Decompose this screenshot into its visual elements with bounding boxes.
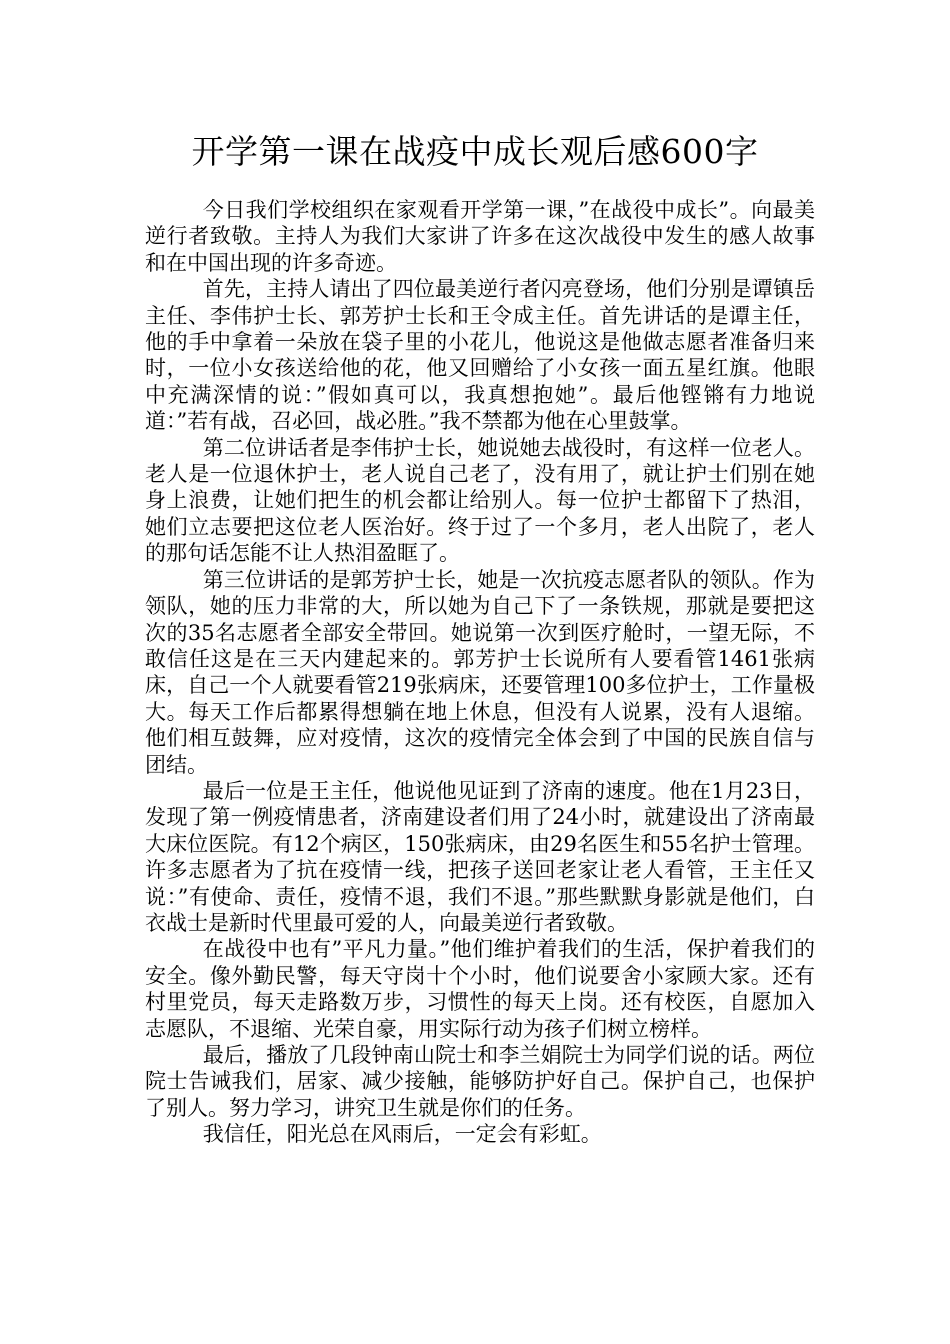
paragraph-4: 第三位讲话的是郭芳护士长，她是一次抗疫志愿者队的领队。作为领队，她的压力非常的大，所以她为自己下了一条铁规，那就是要把这次的35名志愿者全部安全带回。她说第一次到医疗舱时，一望无际，不敢信任这是在三天内建起来的。郭芳护士长说所有人要看管1461张病床，自己一个人就要看管219张病床，还要管理100多位护士，工作量极大。每天工作后都累得想躺在地上休息，但没有人说累，没有人退缩。他们相互鼓舞，应对疫情，这次的疫情完全体会到了中国的民族自信与团结。 — [145, 567, 815, 777]
paragraph-1: 今日我们学校组织在家观看开学第一课，”在战役中成长”。向最美逆行者致敬。主持人为我们大家讲了许多在这次战役中发生的感人故事和在中国出现的许多奇迹。 — [145, 198, 815, 275]
paragraph-2: 首先，主持人请出了四位最美逆行者闪亮登场，他们分别是谭镇岳主任、李伟护士长、郭芳护士长和王令成主任。首先讲话的是谭主任，他的手中拿着一朵放在袋子里的小花儿，他说这是他做志愿者准备归来时，一位小女孩送给他的花，他又回赠给了小女孩一面五星红旗。他眼中充满深情的说：”假如真可以，我真想抱她”。最后他铿锵有力地说道：”若有战，召必回，战必胜。”我不禁都为他在心里鼓掌。 — [145, 277, 815, 434]
paragraph-5: 最后一位是王主任，他说他见证到了济南的速度。他在1月23日，发现了第一例疫情患者，济南建设者们用了24小时，就建设出了济南最大床位医院。有12个病区，150张病床，由29名医生和55名护士管理。许多志愿者为了抗在疫情一线，把孩子送回老家让老人看管，王主任又说：”有使命、责任，疫情不退，我们不退。”那些默默身影就是他们，白衣战士是新时代里最可爱的人，向最美逆行者致敬。 — [145, 778, 815, 935]
paragraph-3: 第二位讲话者是李伟护士长，她说她去战役时，有这样一位老人。老人是一位退休护士，老人说自己老了，没有用了，就让护士们别在她身上浪费，让她们把生的机会都让给别人。每一位护士都留下了热泪，她们立志要把这位老人医治好。终于过了一个多月，老人出院了，老人的那句话怎能不让人热泪盈眶了。 — [145, 435, 815, 566]
paragraph-8: 我信任，阳光总在风雨后，一定会有彩虹。 — [202, 1122, 602, 1147]
document-body — [145, 197, 815, 1148]
document-title: 开学第一课在战疫中成长观后感600字 — [191, 132, 759, 171]
paragraph-6: 在战役中也有”平凡力量。”他们维护着我们的生活，保护着我们的安全。像外勤民警，每天守岗十个小时，他们说要舍小家顾大家。还有村里党员，每天走路数万步，习惯性的每天上岗。还有校医，自愿加入志愿队，不退缩、光荣自豪，用实际行动为孩子们树立榜样。 — [145, 937, 815, 1041]
paragraph-7: 最后，播放了几段钟南山院士和李兰娟院士为同学们说的话。两位院士告诫我们，居家、减少接触，能够防护好自己。保护自己，也保护了别人。努力学习，讲究卫生就是你们的任务。 — [145, 1043, 815, 1120]
